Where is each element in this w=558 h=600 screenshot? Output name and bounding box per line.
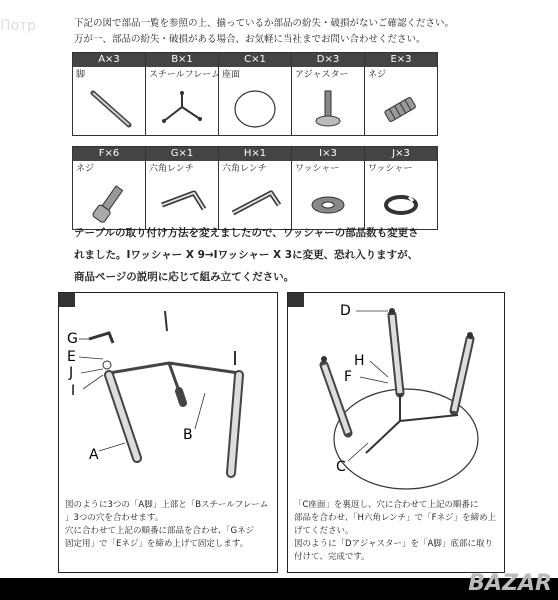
part-header: D×3 [292,53,364,67]
part-label: 座面 [222,70,241,80]
part-label: 六角レンチ [149,164,194,174]
text-line: げてください。 [294,526,354,536]
part-label: ネジ [76,164,95,174]
text-line: 図のように3つの「A脚」上部と「Bスチールフレーム [65,500,269,510]
text-line: 部品を合わせ、「H六角レンチ」で「Fネジ」を締め上 [294,513,497,523]
text-line: 穴に合わせて上記の順番に部品を合わせ、「Gネジ [65,526,255,536]
part-label: ネジ [368,70,387,80]
part-header: B×1 [146,53,218,67]
callout-j: J [69,365,74,381]
step-1-panel [58,292,278,573]
part-a [72,52,146,136]
step-1-diagram [59,293,277,493]
callout-g: G [67,331,78,347]
callout-i: I [71,383,76,399]
part-label: アジャスター [295,70,349,80]
leg-illustration [73,83,145,135]
callout-a: A [89,447,99,463]
part-header: H×1 [219,147,291,161]
screw-illustration [365,83,437,135]
watermark-text: Потр [0,18,37,34]
part-label: ワッシャー [295,164,340,174]
part-h [218,146,292,230]
part-d [291,52,365,136]
part-j [364,146,438,230]
part-header: E×3 [365,53,437,67]
part-header: G×1 [146,147,218,161]
part-label: 六角レンチ [222,164,267,174]
parts-row-1 [72,52,558,136]
part-label: 脚 [76,70,86,80]
intro-line-2: 万が一、部品の紛失・破損がある場合、お気軽に当社までお問い合わせください。 [74,34,426,45]
callout-c: C [336,459,346,475]
adjuster-illustration [292,83,364,135]
frame-illustration [146,83,218,135]
part-g [145,146,219,230]
part-e [364,52,438,136]
text-line: 固定用」で「Eネジ」を締め上げて固定します。 [65,539,249,549]
text-line: 「C座面」を裏返し、穴に合わせて上記の順番に [294,500,479,510]
watermark-logo: BAZAR [468,571,552,596]
note-line-3: 商品ページの説明に応じて組み立てください。 [74,271,295,283]
part-header: I×3 [292,147,364,161]
intro-text [74,16,544,48]
text-line: 図のように「Dアジャスター」を「A脚」底部に取り [294,539,493,549]
step-1-text [65,499,275,551]
part-label: ワッシャー [368,164,413,174]
note-line-1: テーブルの取り付け方法を変えましたので、ワッシャーの部品数も変更さ [74,227,419,239]
part-header: A×3 [73,53,145,67]
step-2-diagram [288,293,504,493]
part-i [291,146,365,230]
text-line: 付けて、完成です。 [294,552,370,562]
callout-d: D [340,303,351,319]
seat-illustration [219,83,291,135]
part-header: F×6 [73,147,145,161]
washer-change-note [74,222,544,288]
part-b [145,52,219,136]
part-header: J×3 [365,147,437,161]
parts-grid [72,52,558,230]
part-header: C×1 [219,53,291,67]
step-2-text [294,499,502,564]
text-line: 」3つの穴を合わせます。 [65,513,164,523]
parts-row-2 [72,146,558,230]
note-line-2: れました。Iワッシャー X 9→Iワッシャー X 3に変更、恐れ入りますが、 [74,249,419,261]
part-label: スチールフレーム [149,70,221,80]
callout-e: E [67,349,76,365]
callout-h: H [354,353,365,369]
step-2-panel [287,292,505,573]
part-c [218,52,292,136]
callout-f: F [344,369,353,385]
callout-b: B [183,427,193,443]
intro-line-1: 下記の図で部品一覧を参照の上、揃っているか部品の紛失・破損がないご確認ください。 [74,18,455,29]
part-f [72,146,146,230]
